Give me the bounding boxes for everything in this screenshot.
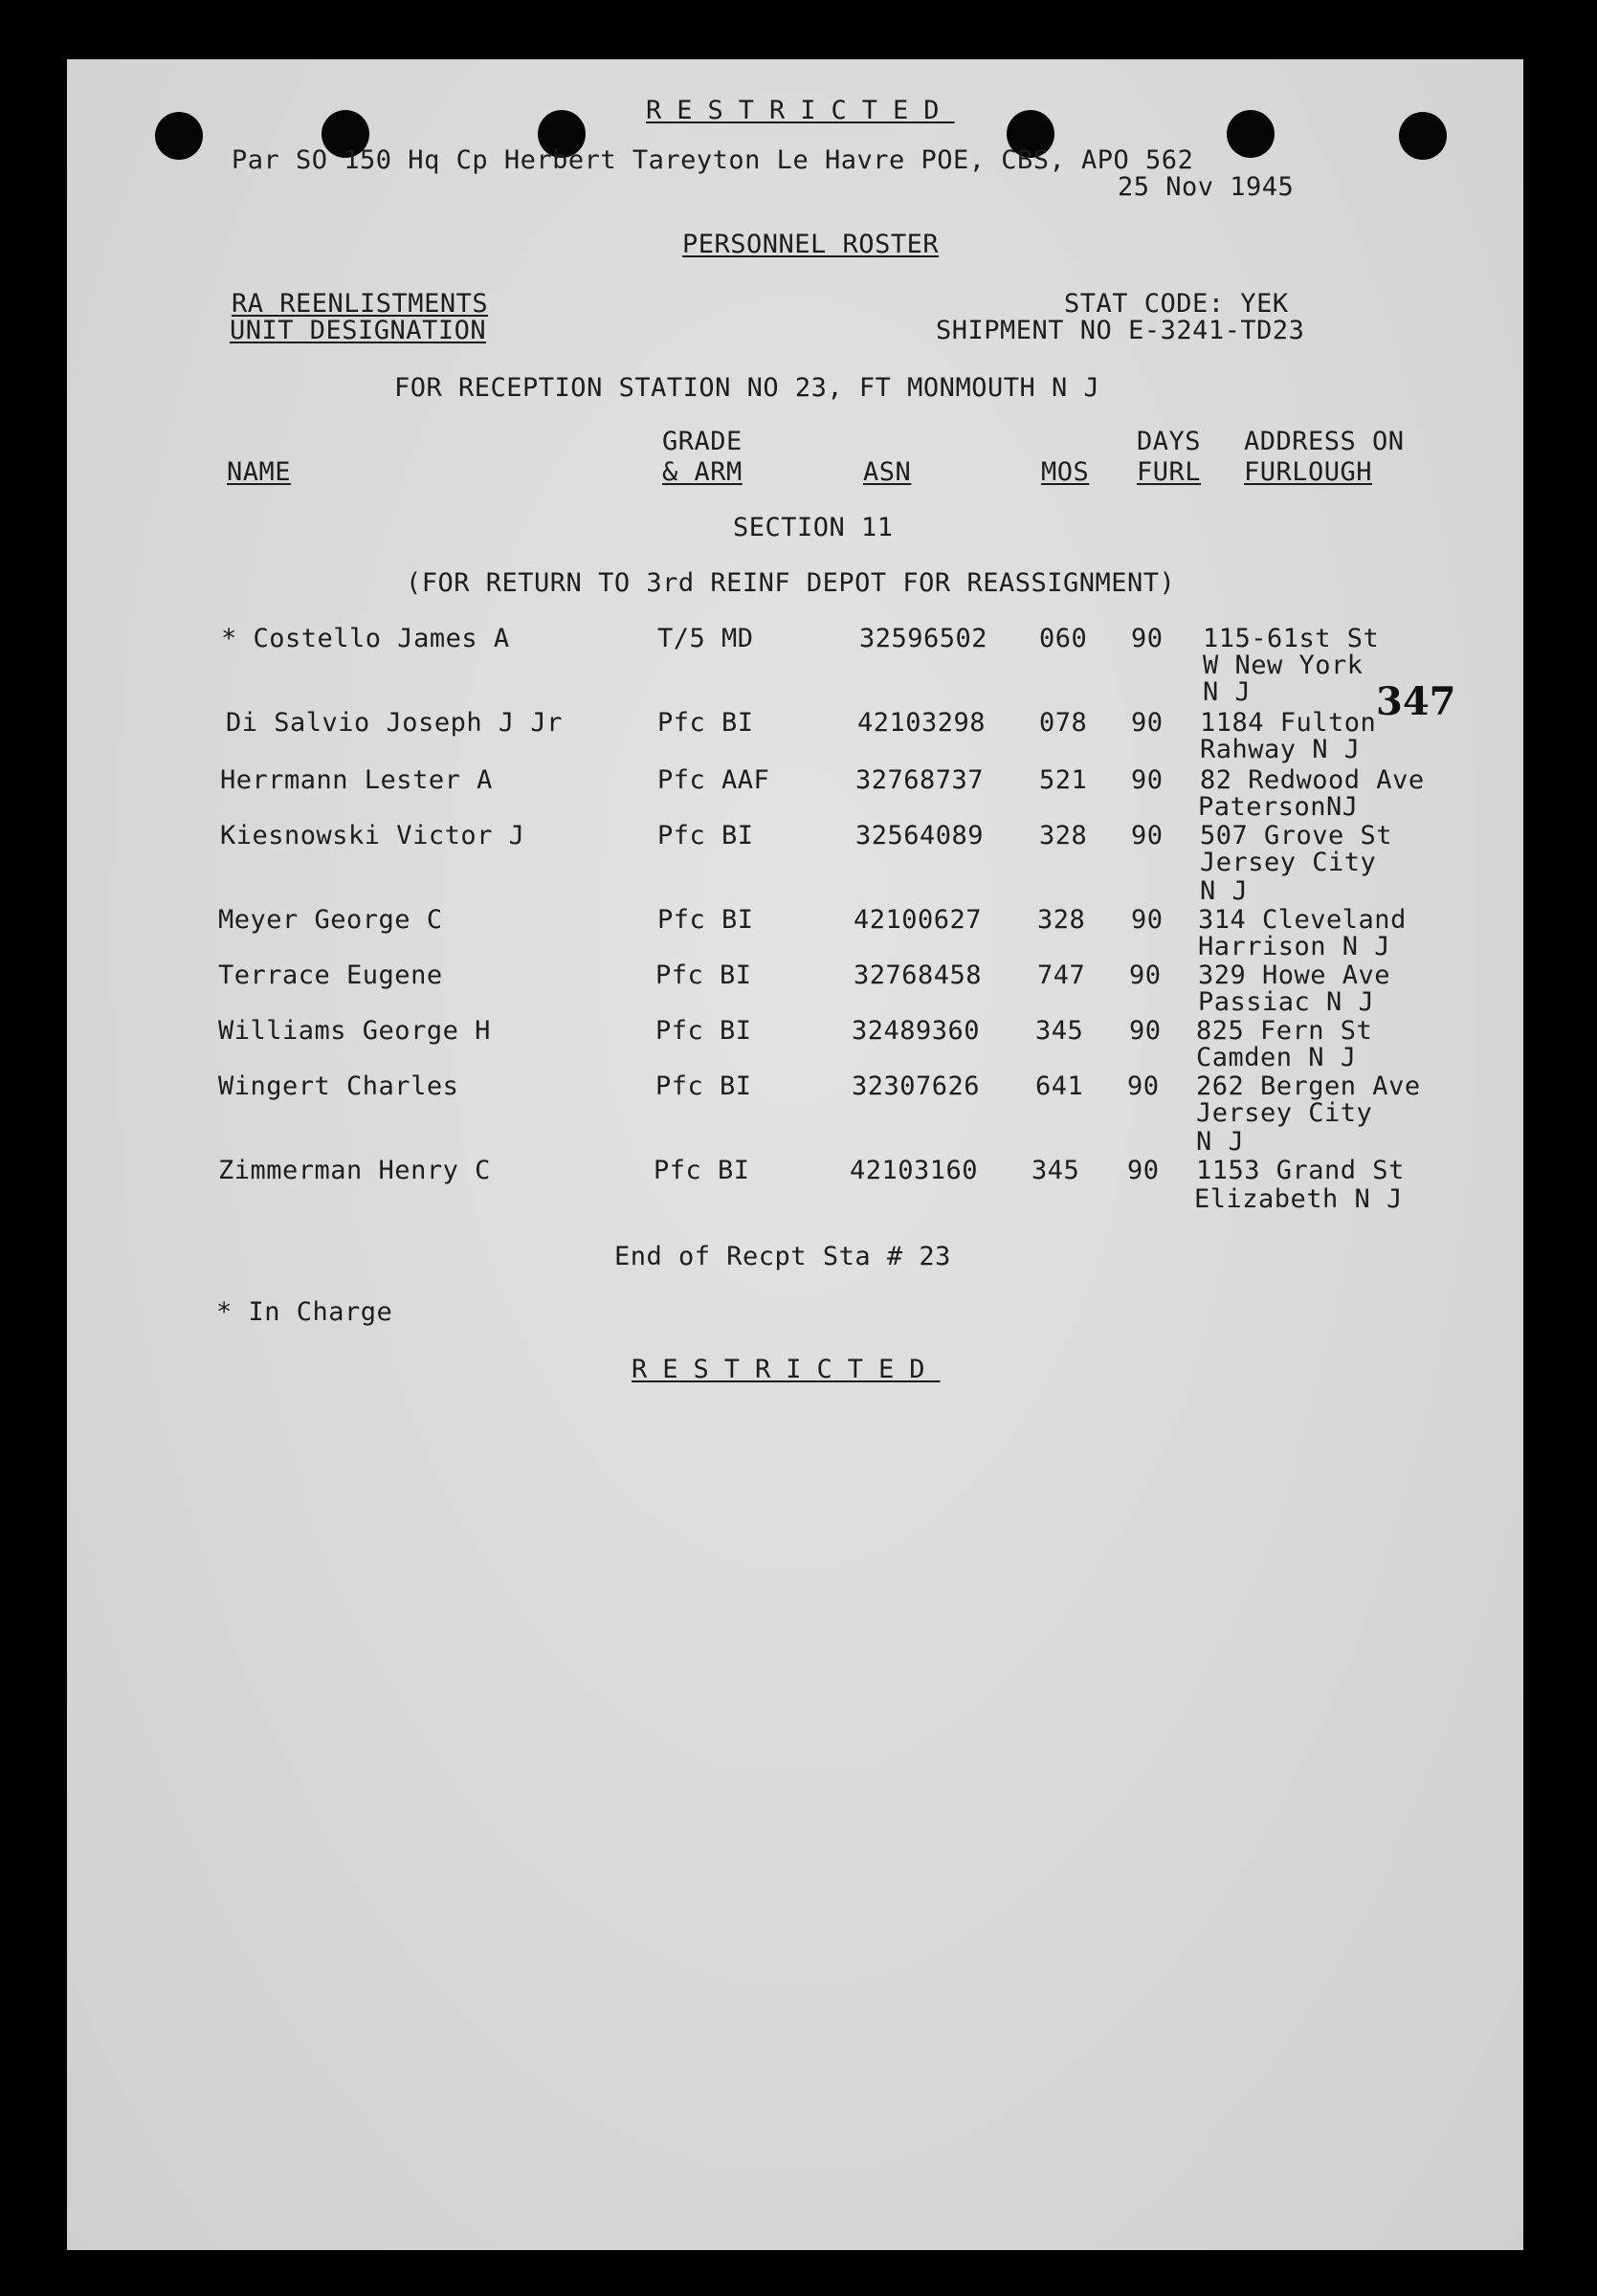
row-asn: 32596502 bbox=[859, 624, 988, 653]
page-number: 347 bbox=[1376, 679, 1456, 724]
row-address-2: Jersey City bbox=[1200, 848, 1377, 877]
row-address-1: 329 Howe Ave bbox=[1198, 960, 1391, 990]
row-mos: 078 bbox=[1039, 708, 1088, 738]
row-address-2: Camden N J bbox=[1196, 1043, 1357, 1072]
row-name: Terrace Eugene bbox=[218, 960, 443, 990]
row-mos: 328 bbox=[1037, 905, 1086, 935]
row-asn: 32489360 bbox=[852, 1016, 981, 1046]
row-name: Williams George H bbox=[218, 1016, 491, 1046]
row-grade: Pfc BI bbox=[657, 708, 754, 738]
row-grade: Pfc BI bbox=[655, 1071, 752, 1101]
order-line: Par SO 150 Hq Cp Herbert Tareyton Le Havre POE, CBS, APO 562 bbox=[232, 145, 1194, 175]
reenlistments-label: RA REENLISTMENTS bbox=[232, 289, 489, 319]
row-grade: T/5 MD bbox=[657, 624, 754, 653]
row-address-1: 262 Bergen Ave bbox=[1196, 1071, 1421, 1101]
row-asn: 42100627 bbox=[854, 905, 983, 935]
row-address-1: 1153 Grand St bbox=[1196, 1156, 1405, 1185]
row-mos: 641 bbox=[1035, 1071, 1084, 1101]
row-name: Meyer George C bbox=[218, 905, 443, 935]
row-asn: 32307626 bbox=[852, 1071, 981, 1101]
row-days: 90 bbox=[1131, 905, 1164, 935]
punch-hole bbox=[155, 112, 203, 160]
row-mos: 345 bbox=[1031, 1156, 1080, 1185]
row-address-2: Elizabeth N J bbox=[1194, 1184, 1403, 1214]
row-days: 90 bbox=[1131, 624, 1164, 653]
end-of-station: End of Recpt Sta # 23 bbox=[614, 1242, 951, 1271]
document-page bbox=[67, 59, 1523, 2250]
order-date: 25 Nov 1945 bbox=[1118, 172, 1295, 202]
col-grade-top: GRADE bbox=[662, 427, 743, 456]
row-address-3: N J bbox=[1196, 1127, 1245, 1157]
row-days: 90 bbox=[1131, 821, 1164, 850]
row-address-1: 825 Fern St bbox=[1196, 1016, 1373, 1046]
classification-top: RESTRICTED bbox=[646, 96, 955, 125]
row-address-1: 82 Redwood Ave bbox=[1200, 765, 1425, 795]
row-grade: Pfc BI bbox=[655, 960, 752, 990]
row-mos: 328 bbox=[1039, 821, 1088, 850]
col-asn: ASN bbox=[863, 457, 912, 487]
stat-code: STAT CODE: YEK bbox=[1064, 289, 1289, 319]
row-name: Di Salvio Joseph J Jr bbox=[226, 708, 563, 738]
row-asn: 42103298 bbox=[857, 708, 987, 738]
unit-designation-label: UNIT DESIGNATION bbox=[230, 316, 487, 345]
row-days: 90 bbox=[1127, 1156, 1160, 1185]
row-asn: 32768737 bbox=[855, 765, 985, 795]
row-address-2: PatersonNJ bbox=[1198, 792, 1359, 822]
row-grade: Pfc BI bbox=[657, 821, 754, 850]
col-days-top: DAYS bbox=[1137, 427, 1202, 456]
row-address-2: Harrison N J bbox=[1198, 932, 1391, 961]
row-mos: 345 bbox=[1035, 1016, 1084, 1046]
punch-hole bbox=[1227, 110, 1275, 158]
row-asn: 42103160 bbox=[850, 1156, 979, 1185]
classification-bottom: RESTRICTED bbox=[632, 1355, 941, 1384]
row-name: Zimmerman Henry C bbox=[218, 1156, 491, 1185]
row-address-1: 1184 Fulton bbox=[1200, 708, 1377, 738]
row-mos: 747 bbox=[1037, 960, 1086, 990]
col-grade-bottom: & ARM bbox=[662, 457, 743, 487]
row-mos: 060 bbox=[1039, 624, 1088, 653]
row-address-1: 314 Cleveland bbox=[1198, 905, 1407, 935]
row-grade: Pfc BI bbox=[654, 1156, 750, 1185]
row-days: 90 bbox=[1129, 960, 1162, 990]
row-mos: 521 bbox=[1039, 765, 1088, 795]
reception-station: FOR RECEPTION STATION NO 23, FT MONMOUTH N J bbox=[394, 373, 1100, 403]
row-days: 90 bbox=[1127, 1071, 1160, 1101]
document-title: PERSONNEL ROSTER bbox=[682, 230, 940, 259]
col-days-bottom: FURL bbox=[1137, 457, 1202, 487]
row-address-2: Rahway N J bbox=[1200, 735, 1361, 764]
row-address-1: 507 Grove St bbox=[1200, 821, 1393, 850]
row-address-2: Passiac N J bbox=[1198, 987, 1375, 1017]
row-asn: 32564089 bbox=[855, 821, 985, 850]
row-name: Wingert Charles bbox=[218, 1071, 459, 1101]
col-mos: MOS bbox=[1041, 457, 1090, 487]
row-name: * Costello James A bbox=[221, 624, 510, 653]
row-grade: Pfc AAF bbox=[657, 765, 770, 795]
row-grade: Pfc BI bbox=[657, 905, 754, 935]
row-address-2: W New York bbox=[1203, 651, 1364, 680]
row-address-1: 115-61st St bbox=[1203, 624, 1380, 653]
row-days: 90 bbox=[1131, 765, 1164, 795]
row-days: 90 bbox=[1129, 1016, 1162, 1046]
in-charge-note: * In Charge bbox=[216, 1297, 393, 1327]
row-address-3: N J bbox=[1203, 677, 1252, 707]
row-grade: Pfc BI bbox=[655, 1016, 752, 1046]
punch-hole bbox=[1399, 112, 1447, 160]
shipment-number: SHIPMENT NO E-3241-TD23 bbox=[936, 316, 1305, 345]
col-address-bottom: FURLOUGH bbox=[1244, 457, 1373, 487]
section-title: SECTION 11 bbox=[733, 513, 894, 542]
col-address-top: ADDRESS ON bbox=[1244, 427, 1405, 456]
row-name: Herrmann Lester A bbox=[220, 765, 493, 795]
section-note: (FOR RETURN TO 3rd REINF DEPOT FOR REASSIGNMENT) bbox=[406, 568, 1176, 598]
row-address-2: Jersey City bbox=[1196, 1098, 1373, 1128]
row-address-3: N J bbox=[1200, 876, 1249, 906]
row-days: 90 bbox=[1131, 708, 1164, 738]
row-asn: 32768458 bbox=[854, 960, 983, 990]
col-name: NAME bbox=[227, 457, 292, 487]
row-name: Kiesnowski Victor J bbox=[220, 821, 525, 850]
